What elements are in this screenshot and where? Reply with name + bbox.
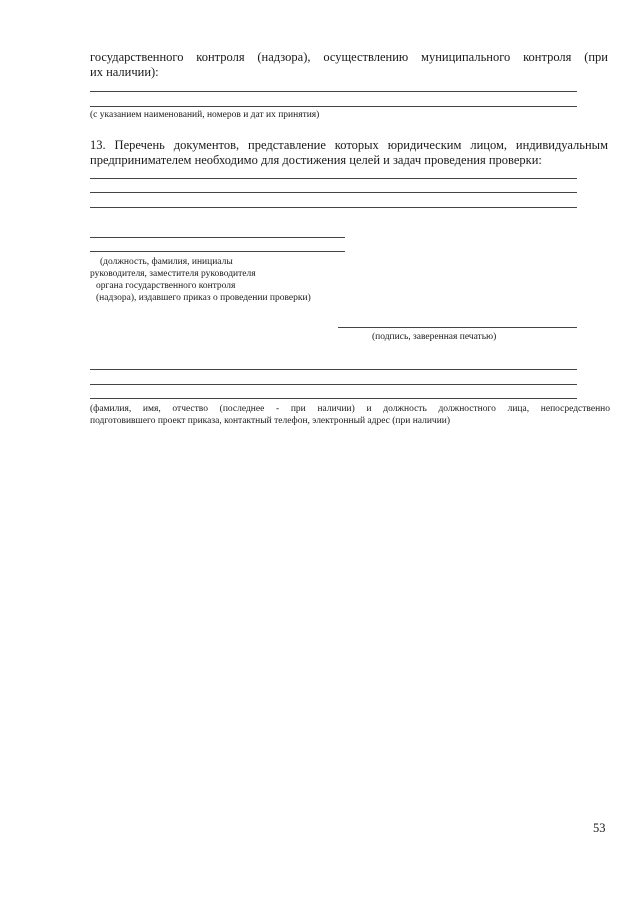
signatory-caption-2: руководителя, заместителя руководителя <box>90 269 256 279</box>
blank-line <box>90 207 577 208</box>
section13-line1: 13. Перечень документов, представление которых юридическим лицом, индивидуальным <box>90 138 608 152</box>
blank-line <box>90 237 345 238</box>
blank-line <box>90 384 577 385</box>
blank-line <box>90 251 345 252</box>
preparer-caption-1: (фамилия, имя, отчество (последнее - при наличии) и должность должностного лица, непосредственно <box>90 404 610 414</box>
blank-line <box>90 91 577 92</box>
preparer-caption-2: подготовившего проект приказа, контактный телефон, электронный адрес (при наличии) <box>90 416 451 426</box>
section13-line2: предпринимателем необходимо для достижения целей и задач проведения проверки: <box>90 153 542 167</box>
signatory-caption-1: (должность, фамилия, инициалы <box>100 257 233 267</box>
page-number: 53 <box>593 821 606 835</box>
signatory-caption-3: органа государственного контроля <box>96 281 236 291</box>
section-top-line2: их наличии): <box>90 65 159 79</box>
blank-line <box>90 369 577 370</box>
blank-line <box>90 192 577 193</box>
signature-line <box>338 327 577 328</box>
signatory-caption-4: (надзора), издавшего приказ о проведении проверки) <box>96 293 311 303</box>
section-top-line1: государственного контроля (надзора), осуществлению муниципального контроля (при <box>90 50 608 64</box>
blank-line <box>90 178 577 179</box>
blank-line <box>90 106 577 107</box>
blank-line <box>90 398 577 399</box>
section-top-caption: (с указанием наименований, номеров и дат их принятия) <box>90 110 320 120</box>
signature-caption: (подпись, заверенная печатью) <box>372 332 497 342</box>
